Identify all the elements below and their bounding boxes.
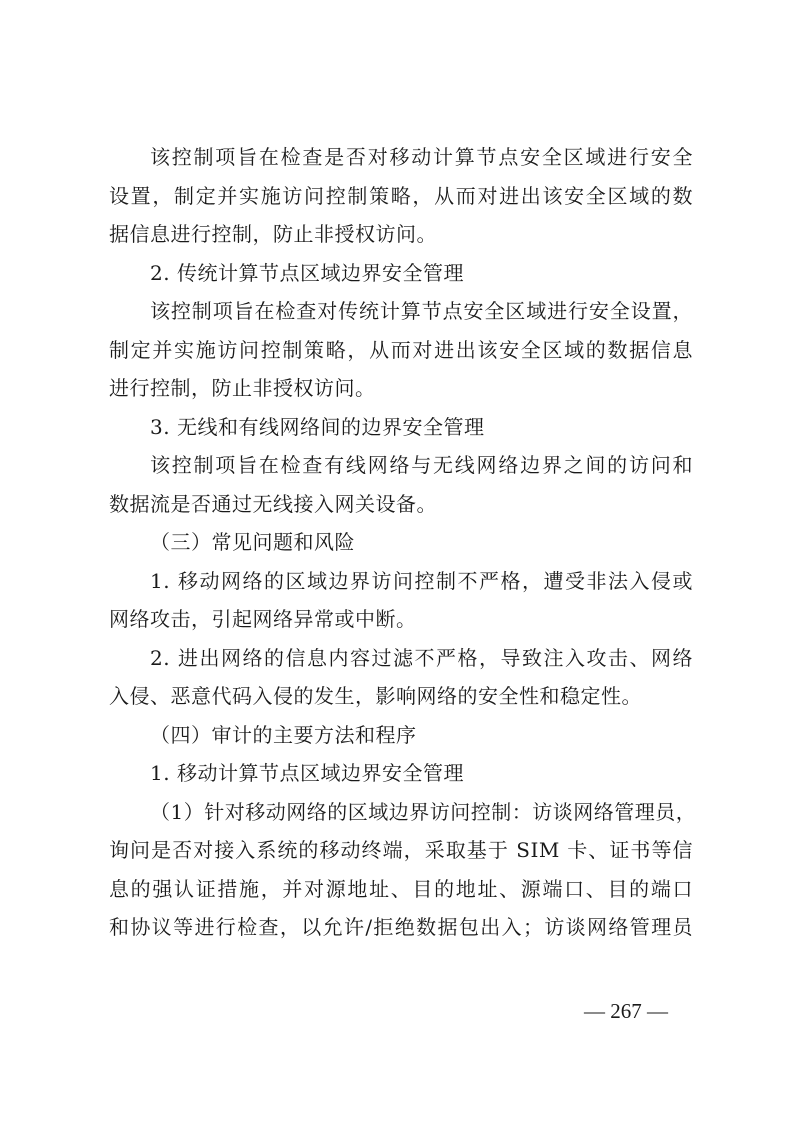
text-line: （三）常见问题和风险: [150, 530, 355, 554]
text-line: 息的强认证措施，并对源地址、目的地址、源端口、目的端口: [109, 876, 693, 901]
text-line: 据信息进行控制，防止非授权访问。: [109, 222, 437, 246]
text-line: 1. 移动网络的区域边界访问控制不严格，遭受非法入侵或: [150, 568, 693, 593]
text-line: 该控制项旨在检查是否对移动计算节点安全区域进行安全: [150, 145, 693, 169]
text-line: 2. 传统计算节点区域边界安全管理: [150, 260, 464, 285]
page-number: — 267 —: [584, 999, 668, 1023]
text-line: 1. 移动计算节点区域边界安全管理: [150, 761, 464, 785]
text-line: 该控制项旨在检查有线网络与无线网络边界之间的访问和: [150, 453, 693, 477]
text-line: （四）审计的主要方法和程序: [150, 722, 417, 747]
text-line: 入侵、恶意代码入侵的发生，影响网络的安全性和稳定性。: [109, 684, 642, 708]
text-line: 设置，制定并实施访问控制策略，从而对进出该安全区域的数: [109, 183, 693, 208]
text-line: 数据流是否通过无线接入网关设备。: [109, 491, 437, 516]
text-line: 2. 进出网络的信息内容过滤不严格，导致注入攻击、网络: [150, 645, 693, 670]
document-body: [109, 138, 697, 947]
text-line: 3. 无线和有线网络间的边界安全管理: [150, 414, 485, 439]
text-line: （1）针对移动网络的区域边界访问控制：访谈网络管理员，: [150, 799, 697, 824]
text-line: 询问是否对接入系统的移动终端，采取基于 SIM 卡、证书等信: [109, 838, 693, 862]
text-line: 制定并实施访问控制策略，从而对进出该安全区域的数据信息: [109, 337, 693, 362]
text-line: 进行控制，防止非授权访问。: [109, 376, 376, 400]
text-line: 该控制项旨在检查对传统计算节点安全区域进行安全设置，: [150, 299, 693, 323]
text-line: 网络攻击，引起网络异常或中断。: [109, 607, 417, 631]
text-line: 和协议等进行检查，以允许/拒绝数据包出入；访谈网络管理员: [109, 915, 693, 939]
